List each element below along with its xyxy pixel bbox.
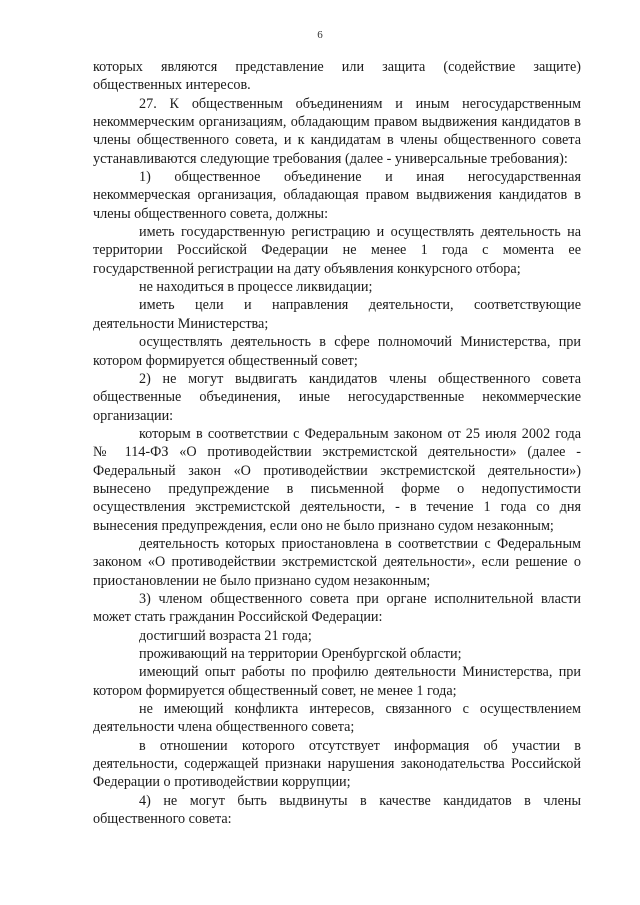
paragraph-conflict-of-interest: не имеющий конфликта интересов, связанного с осуществлением деятельности члена общественного совета; [93, 701, 581, 736]
paragraph-extremism-warning: которым в соответствии с Федеральным законом от 25 июля 2002 года № 114-ФЗ «О противодействии экстремистской деятельности» (далее - Федеральный закон «О противодействии экстремистской деятельности») вынесено предупреждение в письменной форме о недопустимости осуществления экстремистской деятельности, - в течение 1 года со дня вынесения предупреждения, если оно не было признано судом незаконным; [93, 425, 581, 534]
paragraph-continuation: которых являются представление или защита (содействие защите) общественных интересов. [93, 59, 581, 94]
paragraph-scope-requirement: осуществлять деятельность в сфере полномочий Министерства, при котором формируется общественный совет; [93, 334, 581, 369]
paragraph-residence-requirement: проживающий на территории Оренбургской области; [139, 646, 462, 662]
paragraph-subitem-4: 4) не могут быть выдвинуты в качестве кандидатов в члены общественного совета: [93, 792, 581, 828]
paragraph-item-27: 27. К общественным объединениям и иным негосударственным некоммерческим организациям, обладающим правом выдвижения кандидатов в члены общественного совета, и к кандидатам в члены общественного совета устанавливаются следующие требования (далее - универсальные требования): [93, 95, 581, 167]
paragraph-subitem-3: 3) членом общественного совета при органе исполнительной власти может стать гражданин Российской Федерации: [93, 590, 581, 626]
paragraph-suspended-activity: деятельность которых приостановлена в соответствии с Федеральным законом «О противодействии экстремистской деятельности», если решение о приостановлении не было признано судом незаконным; [93, 535, 581, 589]
paragraph-no-liquidation: не находиться в процессе ликвидации; [139, 279, 373, 296]
paragraph-subitem-1: 1) общественное объединение и иная негосударственная некоммерческая организация, обладающая правом выдвижения кандидатов в члены общественного совета, должны: [93, 169, 581, 222]
paragraph-experience-requirement: имеющий опыт работы по профилю деятельности Министерства, при котором формируется общественный совет, не менее 1 года; [93, 664, 581, 699]
page-number: 6 [317, 29, 323, 41]
document-body [93, 58, 581, 828]
paragraph-registration-requirement: иметь государственную регистрацию и осуществлять деятельность на территории Российской Федерации не менее 1 года с момента ее государственной регистрации на дату объявления конкурсного отбора; [93, 224, 581, 277]
paragraph-anticorruption: в отношении которого отсутствует информация об участии в деятельности, содержащей признаки нарушения законодательства Российской Федерации о противодействии коррупции; [93, 737, 581, 791]
paragraph-subitem-2: 2) не могут выдвигать кандидатов члены общественного совета общественные объединения, иные негосударственные некоммерческие организации: [93, 370, 581, 424]
paragraph-goals-requirement: иметь цели и направления деятельности, соответствующие деятельности Министерства; [93, 297, 581, 332]
paragraph-age-requirement: достигший возраста 21 года; [139, 627, 312, 644]
